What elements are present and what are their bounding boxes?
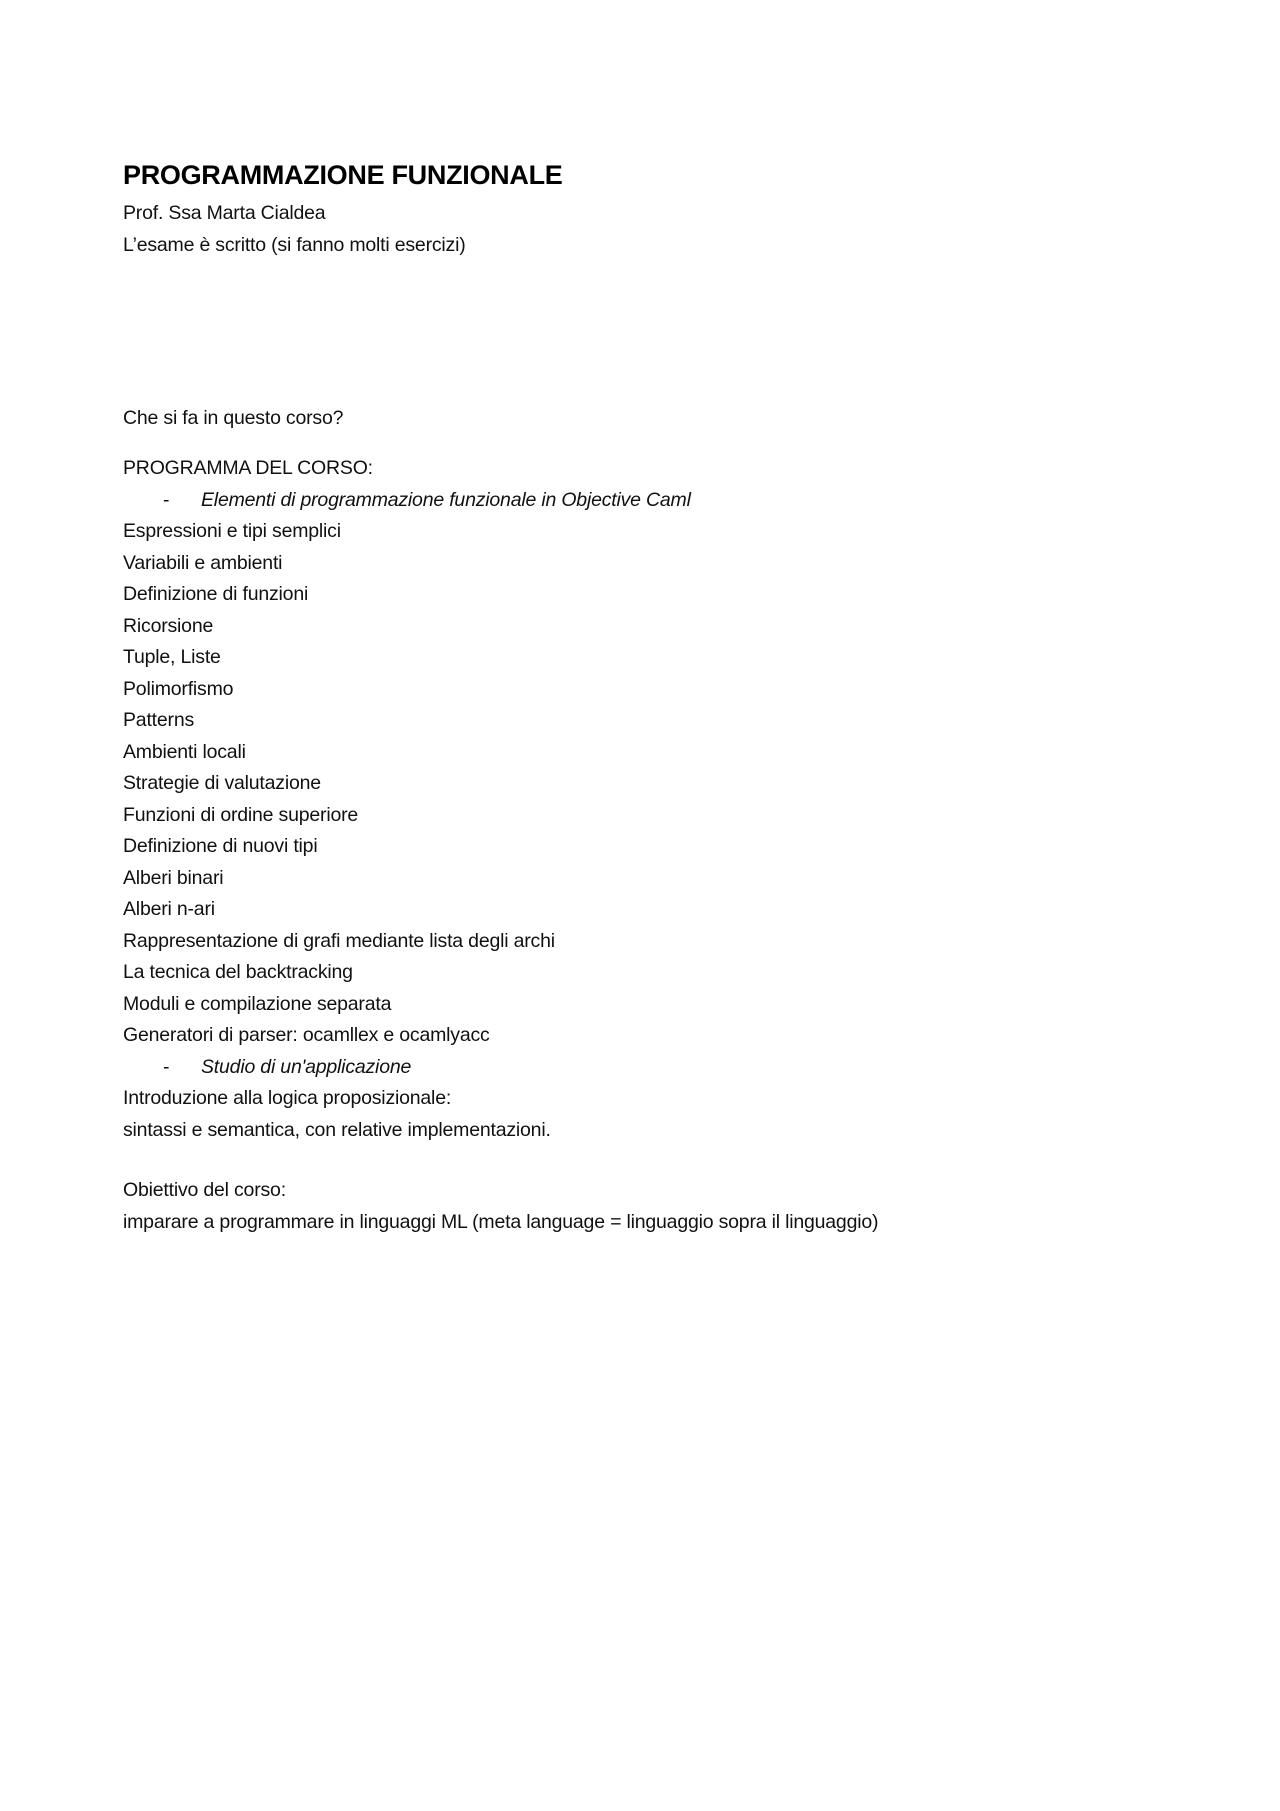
list-item: La tecnica del backtracking <box>123 961 353 983</box>
list-item: Definizione di nuovi tipi <box>123 835 318 857</box>
document-title: PROGRAMMAZIONE FUNZIONALE <box>123 160 563 190</box>
course-question: Che si fa in questo corso? <box>123 407 344 429</box>
list-item: Introduzione alla logica proposizionale: <box>123 1087 452 1109</box>
list-item: Polimorfismo <box>123 678 234 700</box>
list-item: Patterns <box>123 709 195 731</box>
list-item: Rappresentazione di grafi mediante lista degli archi <box>123 930 555 952</box>
list-item: Generatori di parser: ocamllex e ocamlyacc <box>123 1024 490 1046</box>
professor-name: Prof. Ssa Marta Cialdea <box>123 202 326 224</box>
list-item: Funzioni di ordine superiore <box>123 804 359 826</box>
list-item: Strategie di valutazione <box>123 772 321 794</box>
list-item: Ambienti locali <box>123 741 246 763</box>
program-heading: PROGRAMMA DEL CORSO: <box>123 457 373 479</box>
bullet-dash: - <box>163 489 170 511</box>
list-item: Definizione di funzioni <box>123 583 309 605</box>
objective-heading: Obiettivo del corso: <box>123 1179 286 1201</box>
list-item: Variabili e ambienti <box>123 552 283 574</box>
section-heading-ocaml: Elementi di programmazione funzionale in Objective Caml <box>201 489 691 511</box>
exam-note: L’esame è scritto (si fanno molti esercizi) <box>123 234 466 256</box>
list-item: Moduli e compilazione separata <box>123 993 392 1015</box>
list-item: Alberi binari <box>123 867 224 889</box>
section-heading-application: Studio di un'applicazione <box>201 1056 412 1078</box>
bullet-dash: - <box>163 1056 170 1078</box>
objective-text: imparare a programmare in linguaggi ML (meta language = linguaggio sopra il linguaggio) <box>123 1211 879 1233</box>
list-item: Ricorsione <box>123 615 214 637</box>
list-item: sintassi e semantica, con relative implementazioni. <box>123 1119 551 1141</box>
list-item: Espressioni e tipi semplici <box>123 520 341 542</box>
list-item: Tuple, Liste <box>123 646 221 668</box>
list-item: Alberi n-ari <box>123 898 215 920</box>
